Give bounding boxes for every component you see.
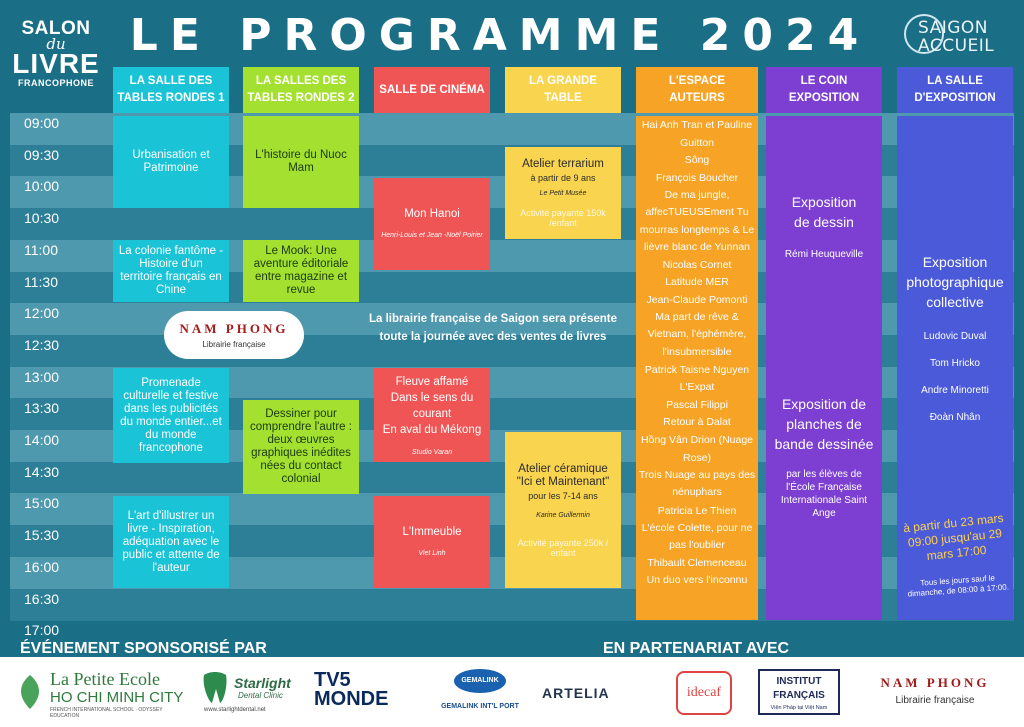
- author-name: Nicolas Cornet: [662, 259, 732, 272]
- column-header-tables-rondes-1: LA SALLE DES TABLES RONDES 1: [113, 67, 229, 113]
- time-label: 15:30: [24, 527, 60, 544]
- time-label: 14:00: [24, 432, 60, 448]
- workshop-block: [505, 432, 621, 588]
- time-label: 16:00: [24, 558, 60, 575]
- page-title: LE PROGRAMME 2024: [129, 10, 871, 61]
- film-title: Mon Hanoi: [404, 208, 460, 220]
- time-label: 13:30: [24, 400, 60, 417]
- tooth-icon: [200, 671, 230, 705]
- time-label: 11:30: [24, 273, 58, 290]
- expo-dates: à partir du 23 mars 09:00 jusqu'au 29 mars 17:00: [902, 510, 1005, 564]
- saigon-accueil-line2: ACCUEIL: [918, 36, 995, 56]
- nam-phong-logo: [164, 311, 304, 359]
- idecaf-logo: idecaf: [676, 671, 732, 715]
- workshop-block: [505, 147, 621, 239]
- author-book: Retour à Dalat: [663, 416, 731, 429]
- sponsor-subname: GEMALINK INT'L PORT: [441, 703, 519, 710]
- expo-bande-dessinee: [766, 392, 882, 532]
- leaf-icon: [14, 673, 46, 711]
- sponsor-name: La Petite Ecole: [50, 669, 160, 689]
- session-block: [243, 116, 359, 208]
- time-label: 09:30: [24, 146, 60, 163]
- institut-francais-logo: [758, 669, 840, 715]
- photo-artist-name: Tom Hricko: [929, 358, 980, 369]
- time-label: 11:00: [24, 241, 58, 258]
- column-header-cinema: SALLE DE CINÉMA: [374, 67, 490, 113]
- column-header-coin-exposition: LE COIN EXPOSITION: [766, 67, 882, 113]
- sponsor-name: GEMALINK: [454, 669, 506, 693]
- salon-du-livre-logo: [6, 4, 106, 108]
- expo-opening-days: Tous les jours sauf le dimanche, de 08:00 à 17:00.: [907, 573, 1010, 599]
- author-name: Hồng Vân Drion (Nuage Rose): [640, 434, 754, 465]
- gemalink-logo: [438, 669, 522, 715]
- session-block: [243, 400, 359, 494]
- partner-subname: Viện Pháp tại Việt Nam: [770, 705, 828, 711]
- session-block: [113, 240, 229, 302]
- time-label: 13:00: [24, 368, 60, 385]
- session-block: [243, 240, 359, 302]
- author-book: L'école Colette, pour ne pas l'oublier: [641, 521, 753, 551]
- sponsor-subname: HO CHI MINH CITY: [50, 689, 184, 706]
- author-book: Sông: [684, 154, 710, 166]
- session-title: L'histoire du Nuoc Mam: [255, 149, 347, 174]
- author-name: Patricia Le Thien: [657, 504, 737, 517]
- workshop-title: Atelier terrarium: [522, 158, 604, 170]
- sponsor-label: ÉVÉNEMENT SPONSORISÉ PAR: [20, 640, 267, 657]
- expo-dessin: [766, 190, 882, 280]
- photo-artist-name: Đoàn Nhân: [929, 412, 981, 423]
- partner-name: INSTITUT FRANÇAIS: [773, 676, 825, 701]
- logo-line-salon: SALON: [21, 18, 91, 39]
- authors-list: [636, 116, 758, 589]
- author-book: Trois Nuage au pays des nénuphars: [638, 469, 756, 499]
- time-label: 17:00: [24, 622, 60, 639]
- column-header-tables-rondes-2: LA SALLES DES TABLES RONDES 2: [243, 67, 359, 113]
- expo-photo: [897, 250, 1013, 320]
- column-header-salle-exposition: LA SALLE D'EXPOSITION: [897, 67, 1013, 113]
- session-title: Dessiner pour comprendre l'autre : deux œuvres graphiques inédites nées du contact colonial: [250, 408, 352, 485]
- nam-phong-name: NAM PHONG: [179, 321, 289, 336]
- logos-bar: [0, 657, 1024, 727]
- workshop-price: Activité payante 150k /enfant: [520, 208, 606, 228]
- expo-title: Exposition de planches de bande dessinée: [774, 396, 874, 452]
- sponsor-subname: Dental Clinic: [238, 691, 283, 700]
- time-label: 10:00: [24, 178, 60, 195]
- sponsor-subname: MONDE: [314, 688, 389, 710]
- time-label: 15:00: [24, 495, 60, 512]
- film-title: Fleuve affamé Dans le sens du courant En aval du Mékong: [382, 375, 482, 436]
- time-label: 09:00: [24, 115, 60, 131]
- nam-phong-partner-logo: [862, 675, 1008, 715]
- session-block: [113, 496, 229, 588]
- saigon-accueil-line1: SAIGON: [918, 18, 989, 38]
- workshop-host: Karine Guillermin: [536, 511, 590, 519]
- session-title: Urbanisation et Patrimoine: [132, 149, 210, 174]
- session-title: La colonie fantôme - Histoire d'un territoire français en Chine: [118, 245, 224, 296]
- logo-line-francophone: FRANCOPHONE: [17, 78, 94, 88]
- column-header-grande-table: LA GRANDE TABLE: [505, 67, 621, 113]
- author-name: François Boucher: [655, 172, 739, 185]
- session-title: Le Mook: Une aventure éditoriale entre magazine et revue: [253, 245, 349, 296]
- film-director: Henri-Louis et Jean -Noël Poirier: [381, 232, 483, 239]
- la-petite-ecole-logo: [14, 667, 184, 719]
- photo-artist-name: Andre Minoretti: [921, 385, 989, 396]
- expo-artist: Rémi Heuqueville: [784, 249, 864, 260]
- workshop-title: Atelier céramique "Ici et Maintenant": [516, 462, 610, 488]
- film-block: [374, 178, 490, 270]
- sponsor-name: TV5: [314, 669, 351, 691]
- author-book: De ma jungle, affecTUEUSEment Tu mourras longtemps & Le lièvre blanc de Yunnan: [639, 189, 755, 253]
- session-block: [113, 116, 229, 208]
- bookshop-announcement: La librairie française de Saigon sera présente toute la journée avec des ventes de livres: [369, 313, 617, 343]
- expo-title: Exposition de dessin: [791, 194, 857, 230]
- saigon-accueil-logo: [900, 10, 1010, 60]
- author-name: Hai Anh Tran et Pauline Guitton: [641, 119, 753, 149]
- time-label: 16:30: [24, 590, 60, 607]
- starlight-logo: [200, 669, 300, 717]
- film-block: [374, 368, 490, 462]
- sponsor-website: www.starlightdental.net: [204, 707, 266, 713]
- workshop-age: à partir de 9 ans: [530, 173, 596, 183]
- author-name: Patrick Taisne Nguyen: [644, 363, 750, 376]
- time-label: 12:30: [24, 336, 60, 353]
- time-label: 10:30: [24, 210, 60, 227]
- session-title: Promenade culturelle et festive dans les publicités du monde entier...et du monde francophone: [120, 376, 222, 454]
- partner-label: EN PARTENARIAT AVEC: [603, 640, 790, 657]
- session-block: [113, 368, 229, 463]
- sponsor-tagline: FRENCH INTERNATIONAL SCHOOL · ODYSSEY EDUCATION: [50, 707, 163, 719]
- session-title: L'art d'illustrer un livre - Inspiration, adéquation avec le public et attente de l'auteur: [122, 509, 220, 574]
- artelia-logo: ARTELIA: [542, 685, 610, 701]
- workshop-host: Le Petit Musée: [539, 190, 587, 197]
- film-block: [374, 496, 490, 588]
- tv5monde-logo: [314, 671, 420, 715]
- author-name: Jean-Claude Pomonti: [646, 294, 748, 307]
- author-name: Pascal Filippi: [666, 399, 728, 412]
- partner-name: NAM PHONG: [880, 675, 990, 690]
- time-label: 12:00: [24, 305, 60, 322]
- sponsor-name: Starlight: [234, 675, 291, 691]
- partner-subname: Librairie française: [895, 695, 975, 706]
- author-book: Un duo vers l'inconnu: [646, 574, 748, 587]
- photo-artist-name: Ludovic Duval: [923, 331, 987, 342]
- author-book: L'Expat: [679, 380, 715, 393]
- column-header-espace-auteurs: L'ESPACE AUTEURS: [636, 67, 758, 113]
- author-book: Latitude MER: [665, 276, 729, 289]
- expo-title: Exposition photographique collective: [906, 254, 1004, 310]
- author-name: Thibault Clemenceau: [647, 557, 747, 570]
- logo-line-du: du: [46, 35, 66, 53]
- author-book: Ma part de rêve & Vietnam, l'éphémère, l'insubmersible: [647, 311, 747, 358]
- workshop-age: pour les 7-14 ans: [528, 490, 598, 501]
- logo-line-livre: LIVRE: [12, 48, 100, 79]
- film-title: L'Immeuble: [402, 526, 462, 538]
- nam-phong-sub: Librairie française: [202, 340, 266, 349]
- film-director: Viet Linh: [418, 550, 446, 557]
- film-director: Studio Varan: [411, 448, 453, 456]
- time-label: 14:30: [24, 463, 60, 480]
- workshop-price: Activité payante 250k / enfant: [517, 537, 609, 558]
- expo-artist: par les élèves de l'École Française Internationale Saint Ange: [780, 469, 868, 519]
